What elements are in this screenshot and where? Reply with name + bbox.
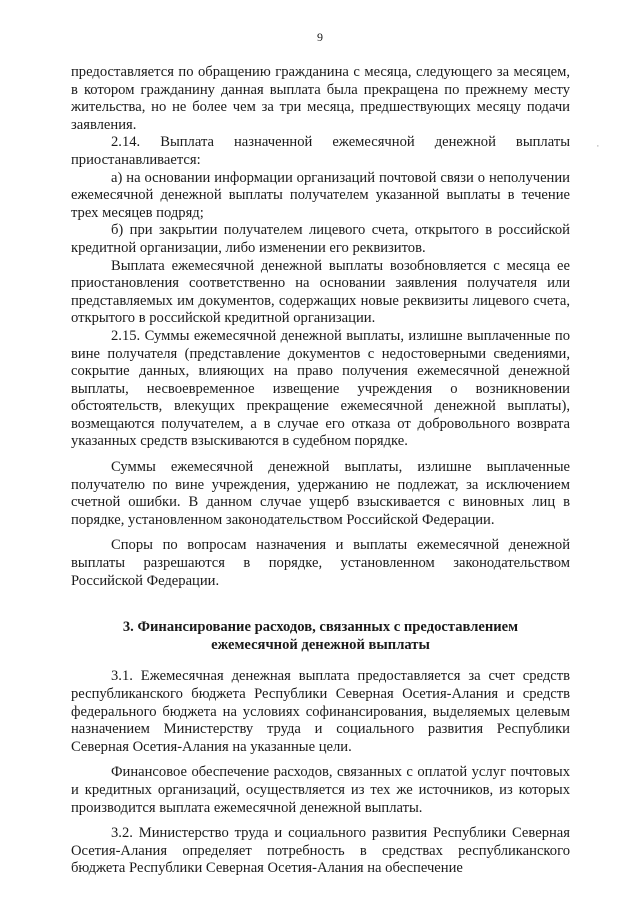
section-3-heading (71, 619, 570, 654)
margin-mark: · (596, 140, 600, 152)
paragraph-disputes: Споры по вопросам назначения и выплаты ежемесячной денежной выплаты разрешаются в порядке, установленном законодательством Российской Федерации. (71, 537, 570, 589)
paragraph-2-14: 2.14. Выплата назначенной ежемесячной денежной выплаты приостанавливается: (71, 134, 570, 168)
paragraph-financial-support: Финансовое обеспечение расходов, связанных с оплатой услуг почтовых и кредитных организаций, осуществляется из тех же источников, из которых производится выплата ежемесячной денежной выплаты. (71, 764, 570, 816)
paragraph-resumption: Выплата ежемесячной денежной выплаты возобновляется с месяца ее приостановления соответственно на основании заявления получателя или представляемых им документов, содержащих новые реквизиты лицевого счета, открытого в российской кредитной организации. (71, 257, 570, 327)
paragraph-2-14-a: а) на основании информации организаций почтовой связи о неполучении ежемесячной денежной выплаты получателем указанной выплаты в течение трех месяцев подряд; (71, 169, 570, 221)
paragraph-overpayment: Суммы ежемесячной денежной выплаты, излишне выплаченные получателю по вине учреждения, удержанию не подлежат, за исключением счетной ошибки. В данном случае ущерб взыскивается с виновных лиц в порядке, установленном законодательством Российской Федерации. (71, 459, 570, 528)
section-3-heading-line1: 3. Финансирование расходов, связанных с предоставлением (122, 619, 519, 636)
paragraph-3-2: 3.2. Министерство труда и социального развития Республики Северная Осетия-Алания определяет потребность в средствах республиканского бюджета Республики Северная Осетия-Алания на обеспечение (71, 825, 570, 877)
section-3-heading-line2: ежемесячной денежной выплаты (211, 636, 430, 653)
paragraph-2-15: 2.15. Суммы ежемесячной денежной выплаты, излишне выплаченные по вине получателя (представление документов с недостоверными сведениями, сокрытие данных, влияющих на право получения ежемесячной денежной выплаты, несвоевременное извещение учреждения о возникновении обстоятельств, влекущих прекращение ежемесячной денежной выплаты), возмещаются получателем, а в случае его отказа от добровольного возврата указанных средств взыскиваются в судебном порядке. (71, 327, 570, 450)
paragraph-2-14-b: б) при закрытии получателем лицевого счета, открытого в российской кредитной организации, либо изменении его реквизитов. (71, 222, 570, 256)
paragraph-continuation: предоставляется по обращению гражданина с месяца, следующего за месяцем, в котором гражданину данная выплата была прекращена по прежнему месту жительства, но не более чем за три месяца, предшествующих месяцу подачи заявления. (71, 64, 570, 133)
document-body (71, 64, 570, 878)
page-number: 9 (317, 30, 323, 44)
paragraph-3-1: 3.1. Ежемесячная денежная выплата предоставляется за счет средств республиканского бюджета Республики Северная Осетия-Алания и средств федерального бюджета на условиях софинансирования, выделяемых целевым назначением Министерству труда и социального развития Республики Северная Осетия-Алания на указанные цели. (71, 668, 570, 755)
